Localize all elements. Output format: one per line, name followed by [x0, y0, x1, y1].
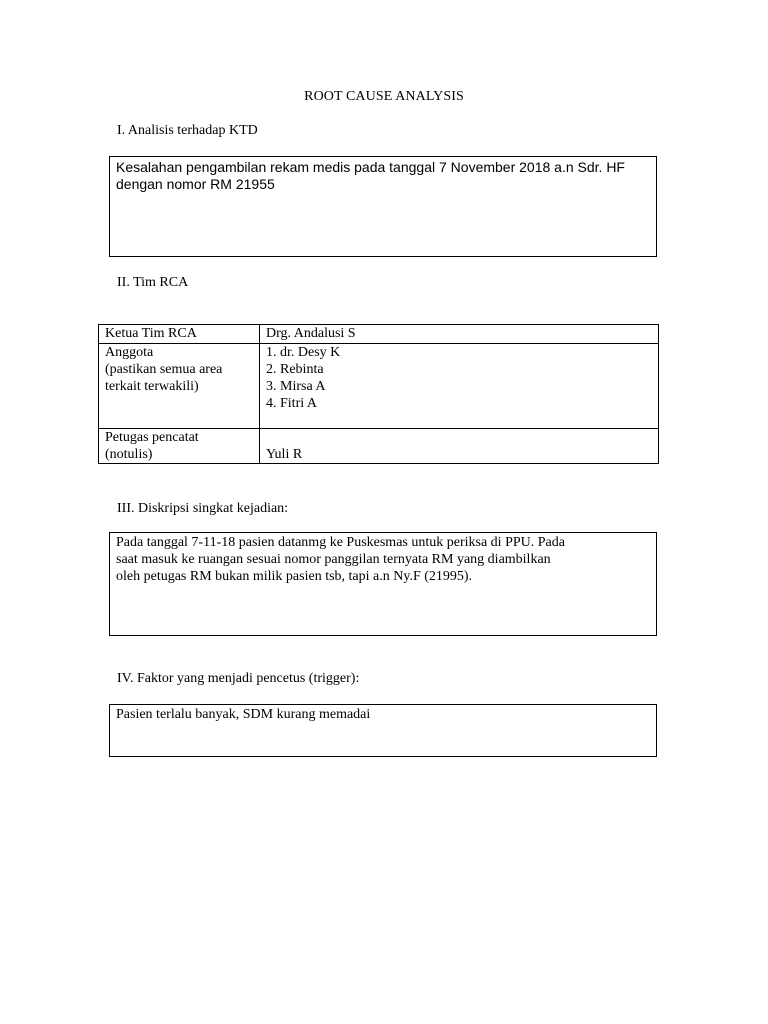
ketua-value: Drg. Andalusi S: [260, 325, 659, 344]
document-title: ROOT CAUSE ANALYSIS: [304, 89, 464, 104]
member-item: 1. dr. Desy K: [266, 345, 341, 360]
anggota-label-line: (pastikan semua area: [105, 362, 223, 377]
section-3-box: [109, 532, 657, 636]
ketua-label: Ketua Tim RCA: [99, 325, 260, 344]
anggota-label: [99, 344, 260, 429]
section-4-heading: IV. Faktor yang menjadi pencetus (trigger):: [117, 671, 360, 686]
section-3-line-2: saat masuk ke ruangan sesuai nomor panggilan ternyata RM yang diambilkan: [116, 552, 551, 567]
member-item: 4. Fitri A: [266, 396, 317, 411]
table-row-petugas: [99, 429, 659, 464]
member-item: 3. Mirsa A: [266, 379, 326, 394]
section-1-line-2: dengan nomor RM 21955: [116, 176, 275, 192]
section-4-box: [109, 704, 657, 757]
rca-team-table: [98, 324, 659, 464]
anggota-members: [260, 344, 659, 429]
anggota-label-line: Anggota: [105, 345, 154, 360]
petugas-value: Yuli R: [260, 429, 659, 464]
section-2-heading: II. Tim RCA: [117, 275, 189, 290]
petugas-label: [99, 429, 260, 464]
section-3-line-1: Pada tanggal 7-11-18 pasien datanmg ke Puskesmas untuk periksa di PPU. Pada: [116, 535, 565, 550]
petugas-label-line: (notulis): [105, 447, 153, 462]
section-1-box: [109, 156, 657, 257]
member-item: 2. Rebinta: [266, 362, 324, 377]
section-3-heading: III. Diskripsi singkat kejadian:: [117, 501, 289, 516]
section-1-line-1: Kesalahan pengambilan rekam medis pada tanggal 7 November 2018 a.n Sdr. HF: [116, 159, 625, 175]
table-row-ketua: [99, 325, 659, 344]
section-3-line-3: oleh petugas RM bukan milik pasien tsb, tapi a.n Ny.F (21995).: [116, 569, 473, 584]
petugas-label-line: Petugas pencatat: [105, 430, 199, 445]
section-1-heading: I. Analisis terhadap KTD: [117, 123, 258, 138]
table-row-anggota: [99, 344, 659, 429]
anggota-label-line: terkait terwakili): [105, 379, 199, 394]
section-4-line-1: Pasien terlalu banyak, SDM kurang memadai: [116, 707, 371, 722]
